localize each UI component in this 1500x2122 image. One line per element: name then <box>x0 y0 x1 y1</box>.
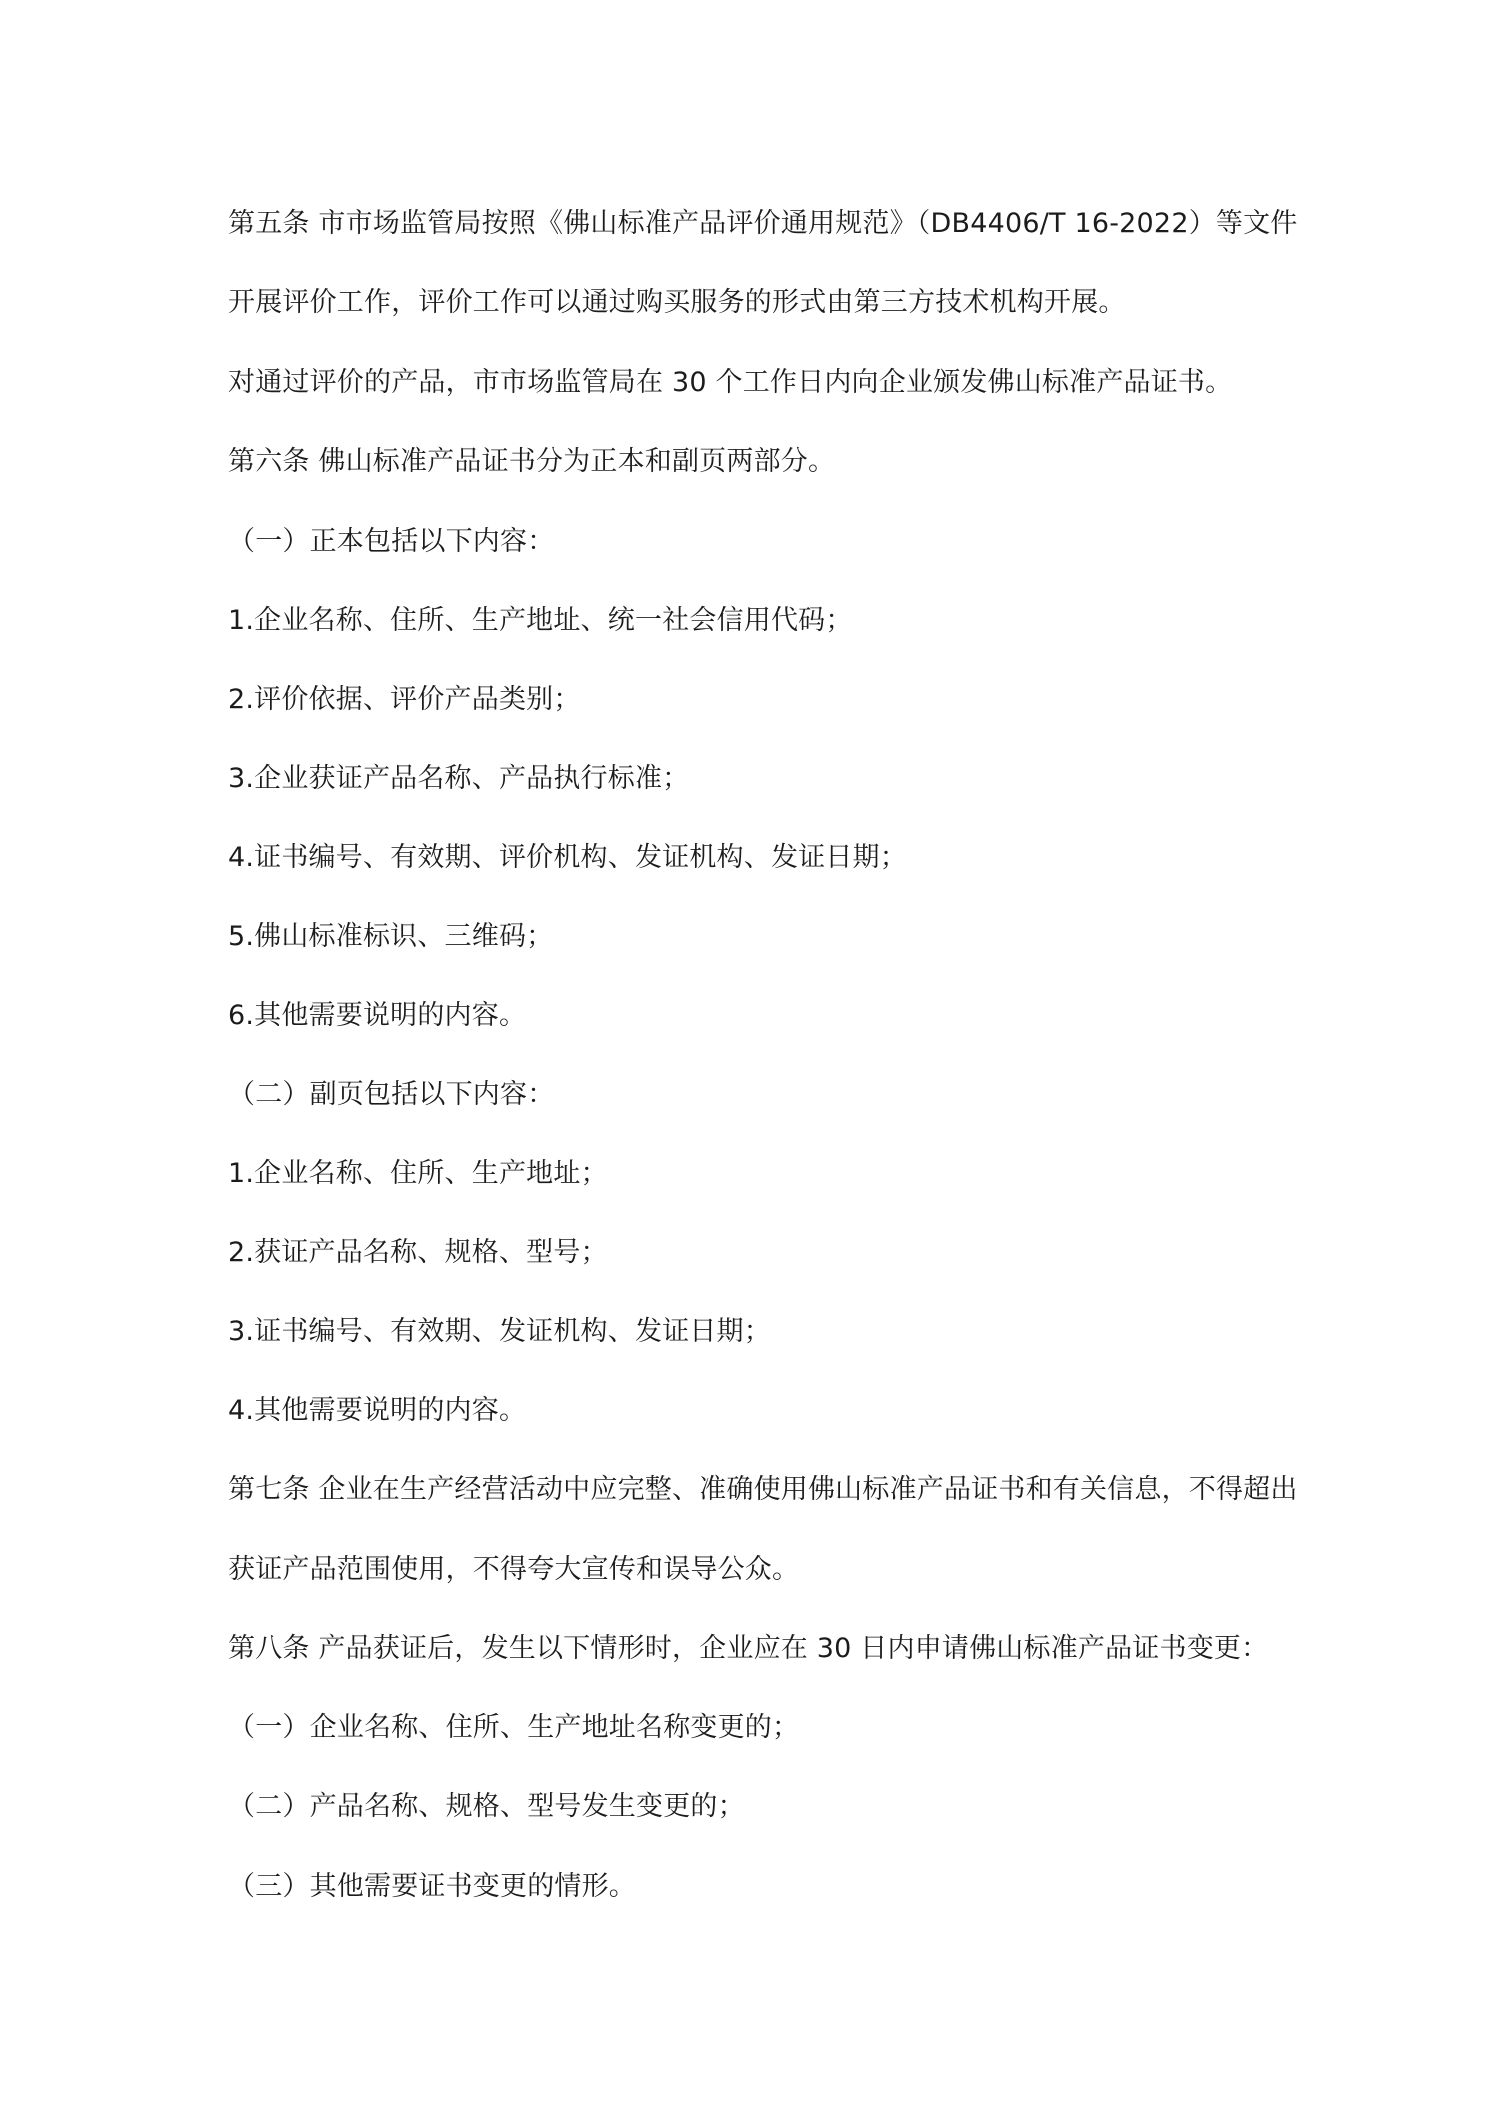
article-7-line-2: 获证产品范围使用，不得夸大宣传和误导公众。 <box>228 1554 800 1585</box>
article-6-section-1-item-3: 3.企业获证产品名称、产品执行标准； <box>228 763 690 794</box>
article-5-line-3: 对通过评价的产品，市市场监管局在 30 个工作日内向企业颁发佛山标准产品证书。 <box>228 367 1233 398</box>
article-6-section-2-item-3: 3.证书编号、有效期、发证机构、发证日期； <box>228 1316 771 1347</box>
article-6-section-2-item-1: 1.企业名称、住所、生产地址； <box>228 1158 608 1189</box>
article-8-item-3: （三）其他需要证书变更的情形。 <box>228 1871 636 1902</box>
article-6-section-2-item-2: 2.获证产品名称、规格、型号； <box>228 1237 608 1268</box>
article-6-section-2-heading: （二）副页包括以下内容： <box>228 1079 555 1110</box>
article-6-heading: 第六条 佛山标准产品证书分为正本和副页两部分。 <box>228 446 836 477</box>
article-7-line-1: 第七条 企业在生产经营活动中应完整、准确使用佛山标准产品证书和有关信息，不得超出 <box>228 1474 1298 1505</box>
article-8-item-1: （一）企业名称、住所、生产地址名称变更的； <box>228 1712 800 1743</box>
article-6-section-1-item-6: 6.其他需要说明的内容。 <box>228 1000 527 1031</box>
article-6-section-2-item-4: 4.其他需要说明的内容。 <box>228 1395 527 1426</box>
article-8-heading: 第八条 产品获证后，发生以下情形时，企业应在 30 日内申请佛山标准产品证书变更： <box>228 1633 1269 1664</box>
article-5-line-2: 开展评价工作，评价工作可以通过购买服务的形式由第三方技术机构开展。 <box>228 287 1126 318</box>
article-6-section-1-item-5: 5.佛山标准标识、三维码； <box>228 921 554 952</box>
article-6-section-1-heading: （一）正本包括以下内容： <box>228 526 555 557</box>
article-6-section-1-item-1: 1.企业名称、住所、生产地址、统一社会信用代码； <box>228 605 853 636</box>
article-5-line-1: 第五条 市市场监管局按照《佛山标准产品评价通用规范》（DB4406/T 16-2022）等文件 <box>228 208 1298 239</box>
article-6-section-1-item-4: 4.证书编号、有效期、评价机构、发证机构、发证日期； <box>228 842 907 873</box>
article-6-section-1-item-2: 2.评价依据、评价产品类别； <box>228 684 581 715</box>
article-8-item-2: （二）产品名称、规格、型号发生变更的； <box>228 1791 745 1822</box>
